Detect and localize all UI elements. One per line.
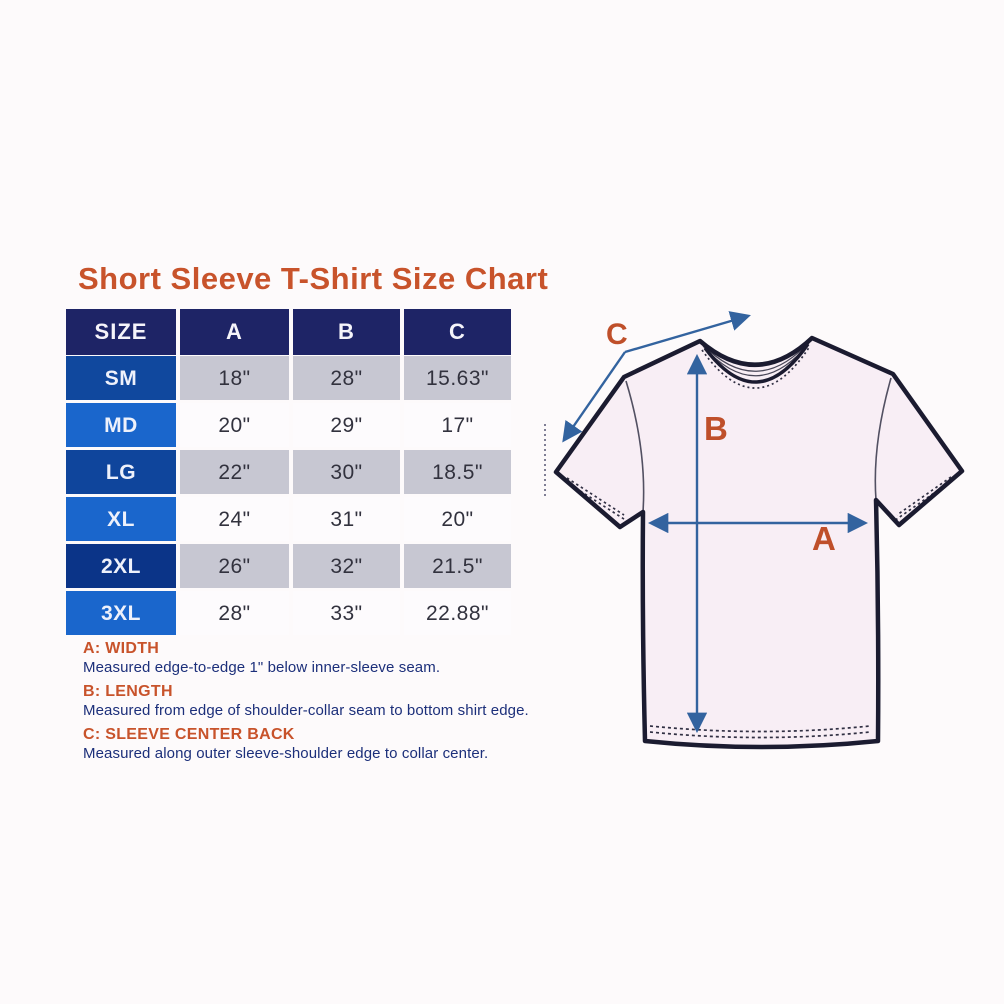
value-2xl-c: 21.5": [404, 544, 511, 588]
value-xl-b: 31": [293, 497, 400, 541]
value-xl-a: 24": [180, 497, 289, 541]
value-md-a: 20": [180, 403, 289, 447]
legend-heading-c: C: SLEEVE CENTER BACK: [83, 726, 295, 743]
size-label-md: MD: [66, 403, 176, 447]
value-md-c: 17": [404, 403, 511, 447]
legend-description-a: Measured edge-to-edge 1" below inner-sleeve seam.: [83, 659, 441, 676]
column-header-c: C: [404, 309, 511, 355]
label-a: A: [812, 520, 836, 557]
legend-heading-b: B: LENGTH: [83, 683, 173, 700]
legend-description-c: Measured along outer sleeve-shoulder edge to collar center.: [83, 745, 489, 762]
label-b: B: [704, 410, 728, 447]
label-c: C: [606, 318, 628, 351]
column-header-size: SIZE: [66, 309, 176, 355]
size-label-sm: SM: [66, 356, 176, 400]
value-sm-b: 28": [293, 356, 400, 400]
column-header-b: B: [293, 309, 400, 355]
value-3xl-c: 22.88": [404, 591, 511, 635]
value-3xl-b: 33": [293, 591, 400, 635]
size-label-3xl: 3XL: [66, 591, 176, 635]
column-header-a: A: [180, 309, 289, 355]
value-lg-b: 30": [293, 450, 400, 494]
size-label-lg: LG: [66, 450, 176, 494]
value-2xl-b: 32": [293, 544, 400, 588]
value-lg-a: 22": [180, 450, 289, 494]
value-sm-c: 15.63": [404, 356, 511, 400]
legend-description-b: Measured from edge of shoulder-collar seam to bottom shirt edge.: [83, 702, 529, 719]
value-md-b: 29": [293, 403, 400, 447]
value-xl-c: 20": [404, 497, 511, 541]
value-sm-a: 18": [180, 356, 289, 400]
size-label-xl: XL: [66, 497, 176, 541]
page-title: Short Sleeve T-Shirt Size Chart: [78, 261, 549, 296]
size-label-2xl: 2XL: [66, 544, 176, 588]
value-3xl-a: 28": [180, 591, 289, 635]
legend-heading-a: A: WIDTH: [83, 640, 160, 657]
tshirt-outline-drawing: [545, 338, 962, 747]
value-lg-c: 18.5": [404, 450, 511, 494]
value-2xl-a: 26": [180, 544, 289, 588]
